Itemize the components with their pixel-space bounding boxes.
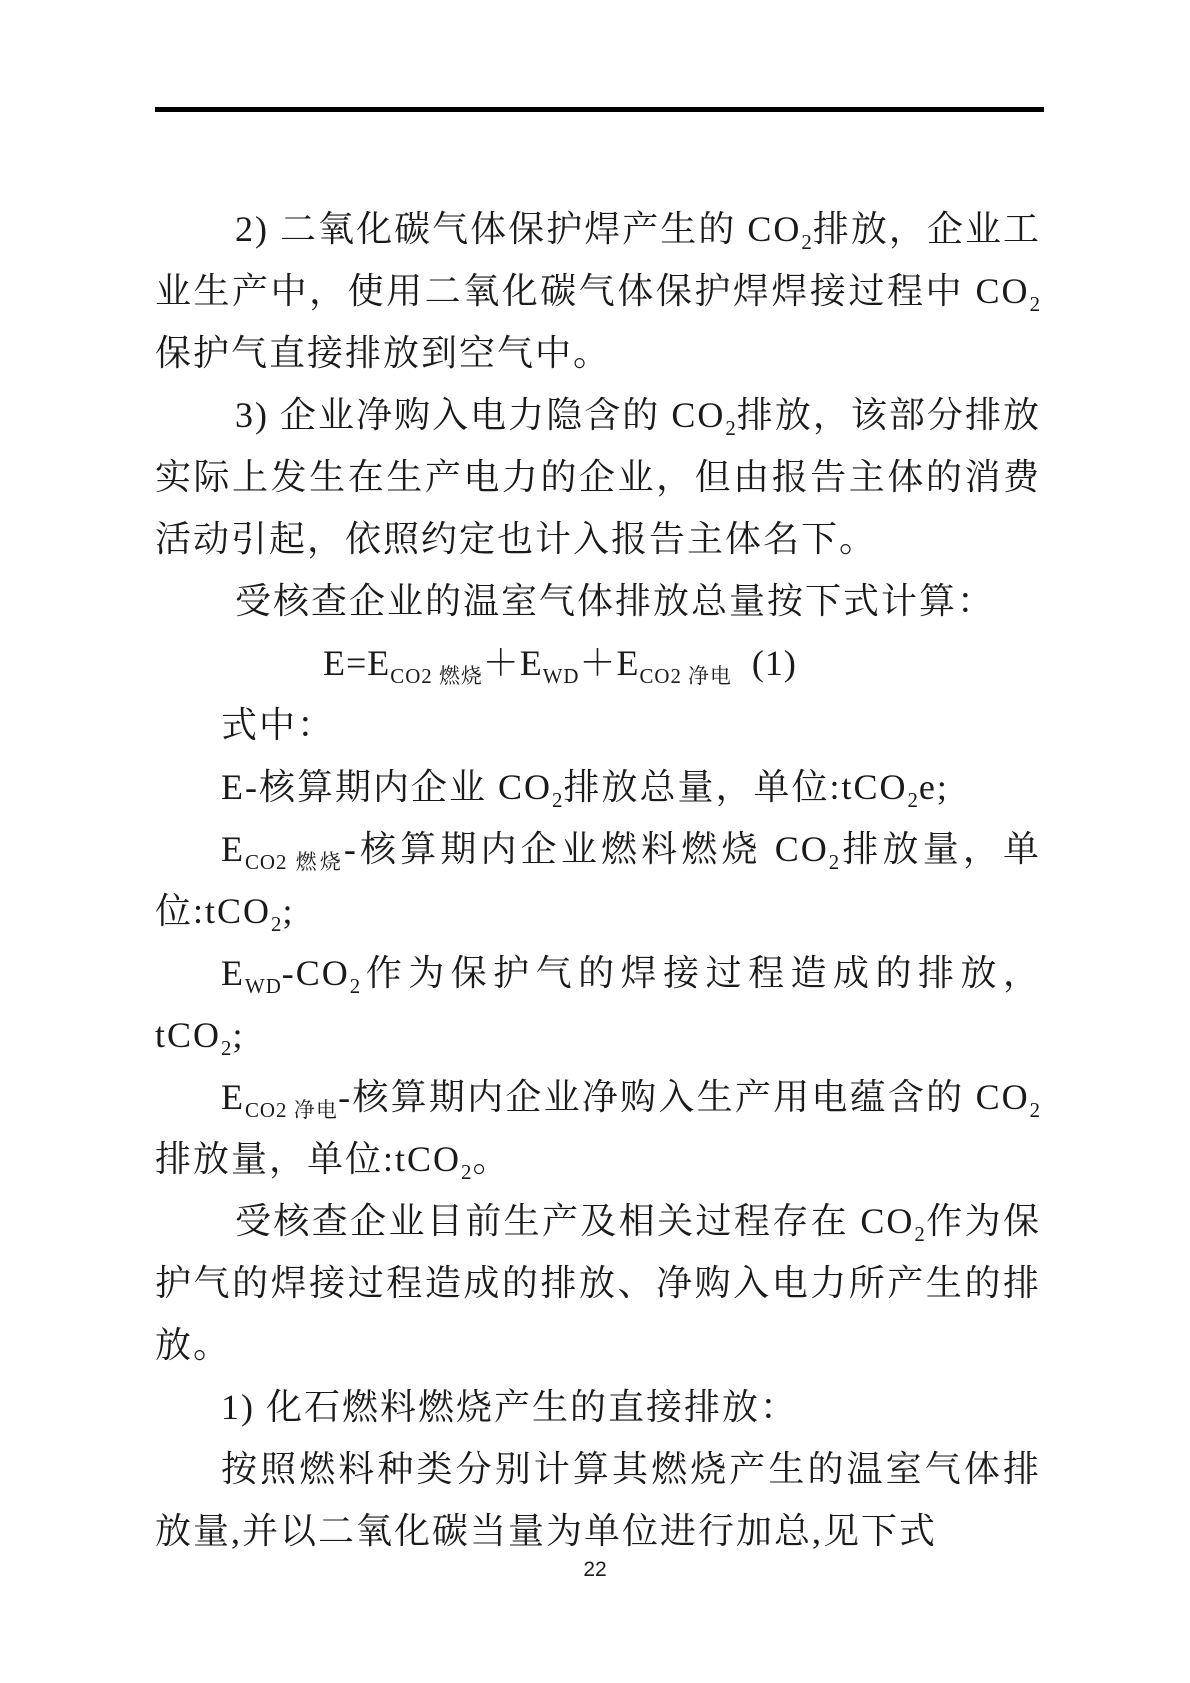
paragraph-formula-where: 式中：	[221, 705, 336, 745]
page-number: 22	[583, 1558, 607, 1581]
paragraph-current-process-emissions: 受核查企业目前生产及相关过程存在 $CO_2$作为保护气的焊接过程造成的排放、净购入电力所产生的排放。	[155, 1201, 1041, 1365]
paragraph-fossil-fuel-direct-emission-heading: 1) 化石燃料燃烧产生的直接排放：	[221, 1387, 798, 1427]
page-body	[155, 198, 1041, 1562]
paragraph-fuel-type-calculation: 按照燃料种类分别计算其燃烧产生的温室气体排放量,并以二氧化碳当量为单位进行加总,见下式	[155, 1449, 1041, 1551]
paragraph-total-emission-intro: 受核查企业的温室气体排放总量按下式计算：	[235, 581, 996, 621]
paragraph-term-e-co2-net-power: $E_{CO2 净电}-$核算期内企业净购入生产用电蕴含的 $CO_2$排放量，单位:tCO$_2$。	[155, 1077, 1042, 1185]
paragraph-term-e-total: E-核算期内企业 $CO_2$排放总量，单位:tCO$_2$e;	[221, 767, 949, 813]
formula-total-emissions-equation: $E=E_{CO2 燃烧}+E_{WD}+E_{CO2 净电}$ (1)	[323, 643, 797, 689]
paragraph-term-e-wd: $E_{WD}-CO_2$作为保护气的焊接过程造成的排放，tCO$_2$;	[155, 953, 1041, 1061]
header-divider-line	[155, 107, 1044, 112]
paragraph-net-purchased-electricity-emission: 3) 企业净购入电力隐含的 $CO_2$排放，该部分排放实际上发生在生产电力的企业，但由报告主体的消费活动引起，依照约定也计入报告主体名下。	[155, 395, 1041, 559]
paragraph-co2-shielded-welding-emission: 2) 二氧化碳气体保护焊产生的 $CO_2$排放，企业工业生产中，使用二氧化碳气体保护焊焊接过程中 $CO_2$保护气直接排放到空气中。	[155, 209, 1041, 373]
paragraph-term-e-co2-combustion: $E_{CO2 燃烧}-$核算期内企业燃料燃烧 $CO_2$排放量，单位:tCO$_2$;	[155, 829, 1042, 937]
